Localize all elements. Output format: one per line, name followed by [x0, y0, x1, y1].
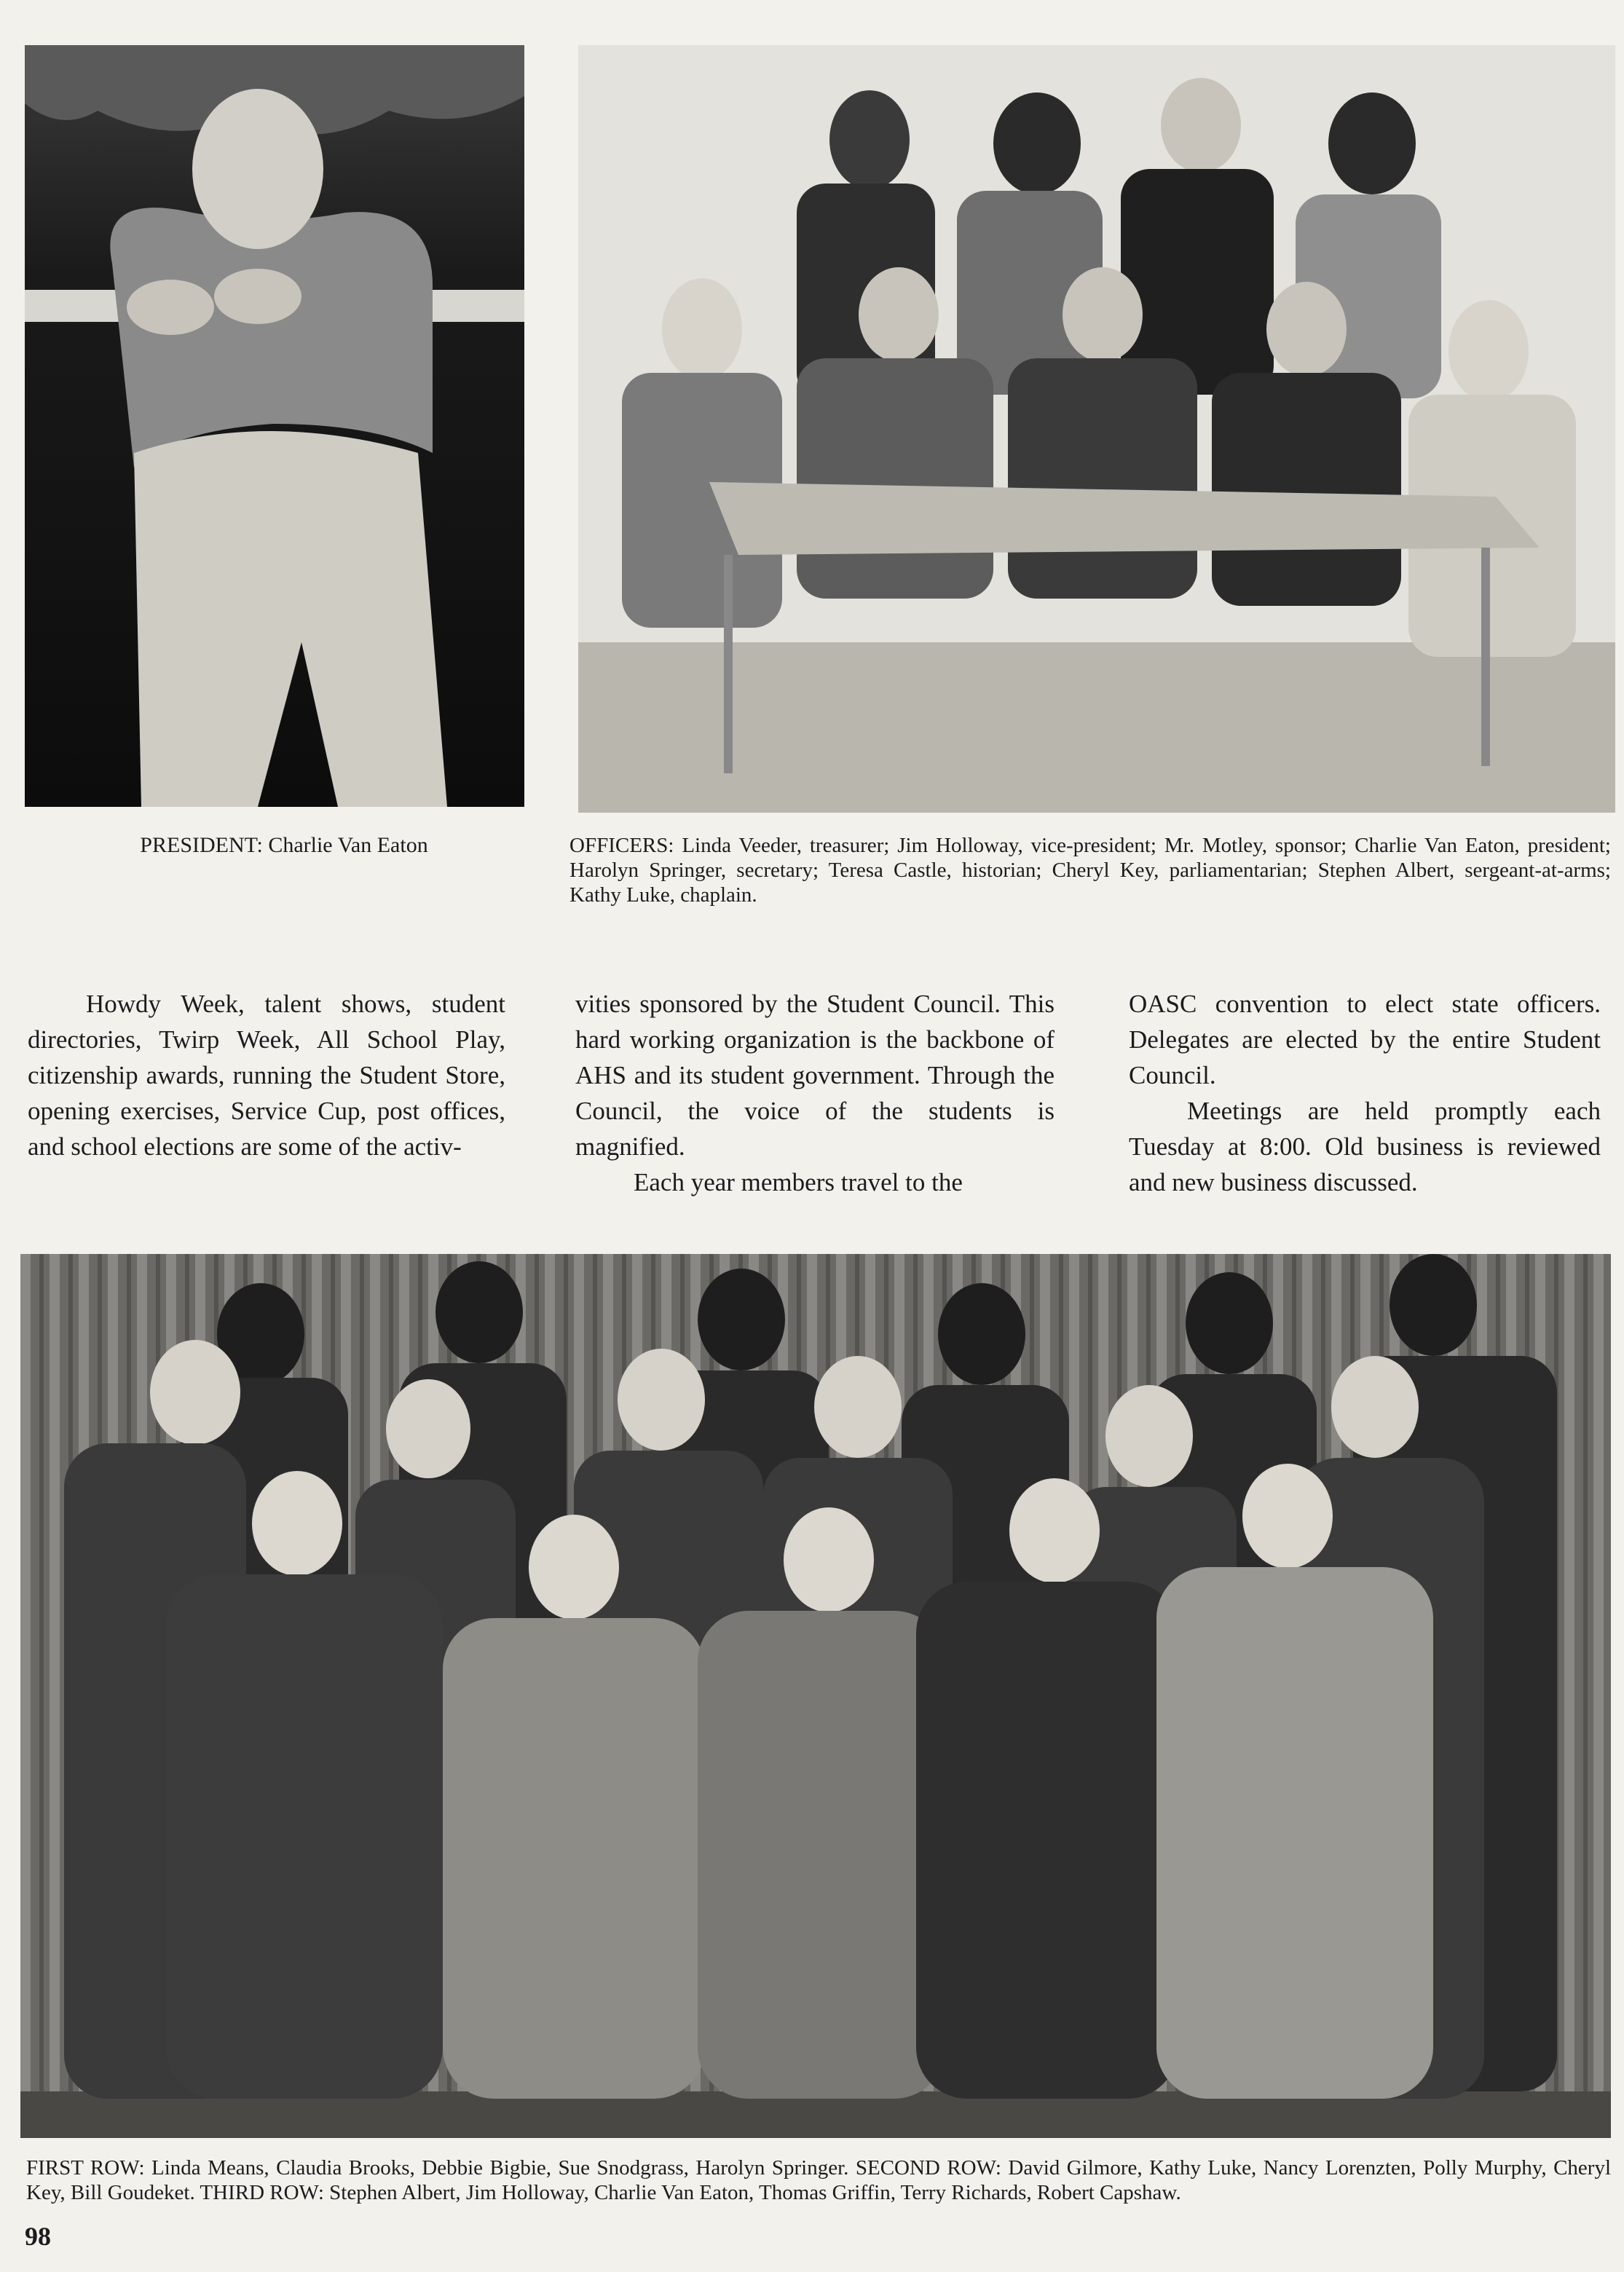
- president-caption: PRESIDENT: Charlie Van Eaton: [140, 833, 428, 857]
- council-caption: FIRST ROW: Linda Means, Claudia Brooks, Debbie Bigbie, Sue Snodgrass, Harolyn Springer. SECOND ROW: David Gilmore, Kathy Luke, Nancy Lorenzten, Polly Murphy, Cheryl Key, Bill Goudeket. THIRD ROW: Stephen Albert, Jim Holloway, Charlie Van Eaton, Thomas Griffin, Terry Richards, Robert Capshaw.: [26, 2156, 1611, 2204]
- council-group-photo: [20, 1254, 1611, 2138]
- officers-caption: OFFICERS: Linda Veeder, treasurer; Jim Holloway, vice-president; Mr. Motley, sponsor; Charlie Van Eaton, president; Harolyn Springer, secretary; Teresa Castle, historian; Cheryl Key, parliamentarian; Stephen Albert, sergeant-at-arms; Kathy Luke, chaplain.: [569, 834, 1611, 907]
- photo-icon: [578, 45, 1615, 813]
- photo-icon: [20, 1254, 1611, 2138]
- page-number: 98: [25, 2222, 51, 2251]
- body-column-1: [28, 986, 505, 1164]
- photo-icon: [25, 45, 524, 807]
- body-column-3: [1129, 986, 1601, 1200]
- body-paragraph: Howdy Week, talent shows, student directories, Twirp Week, All School Play, citizenship awards, running the Student Store, opening exercises, Service Cup, post offices, and school elections are some of the activ-: [28, 990, 505, 1161]
- president-photo: [25, 45, 524, 807]
- body-paragraph: OASC convention to elect state officers. Delegates are elected by the entire Student Council.: [1129, 990, 1601, 1089]
- body-column-2: [575, 986, 1055, 1200]
- body-paragraph: Meetings are held promptly each Tuesday at 8:00. Old business is reviewed and new business discussed.: [1129, 1097, 1601, 1196]
- body-paragraph: Each year members travel to the: [634, 1168, 963, 1196]
- officers-photo: [578, 45, 1615, 813]
- body-paragraph: vities sponsored by the Student Council. This hard working organization is the backbone of AHS and its student government. Through the Council, the voice of the students is magnified.: [575, 990, 1055, 1161]
